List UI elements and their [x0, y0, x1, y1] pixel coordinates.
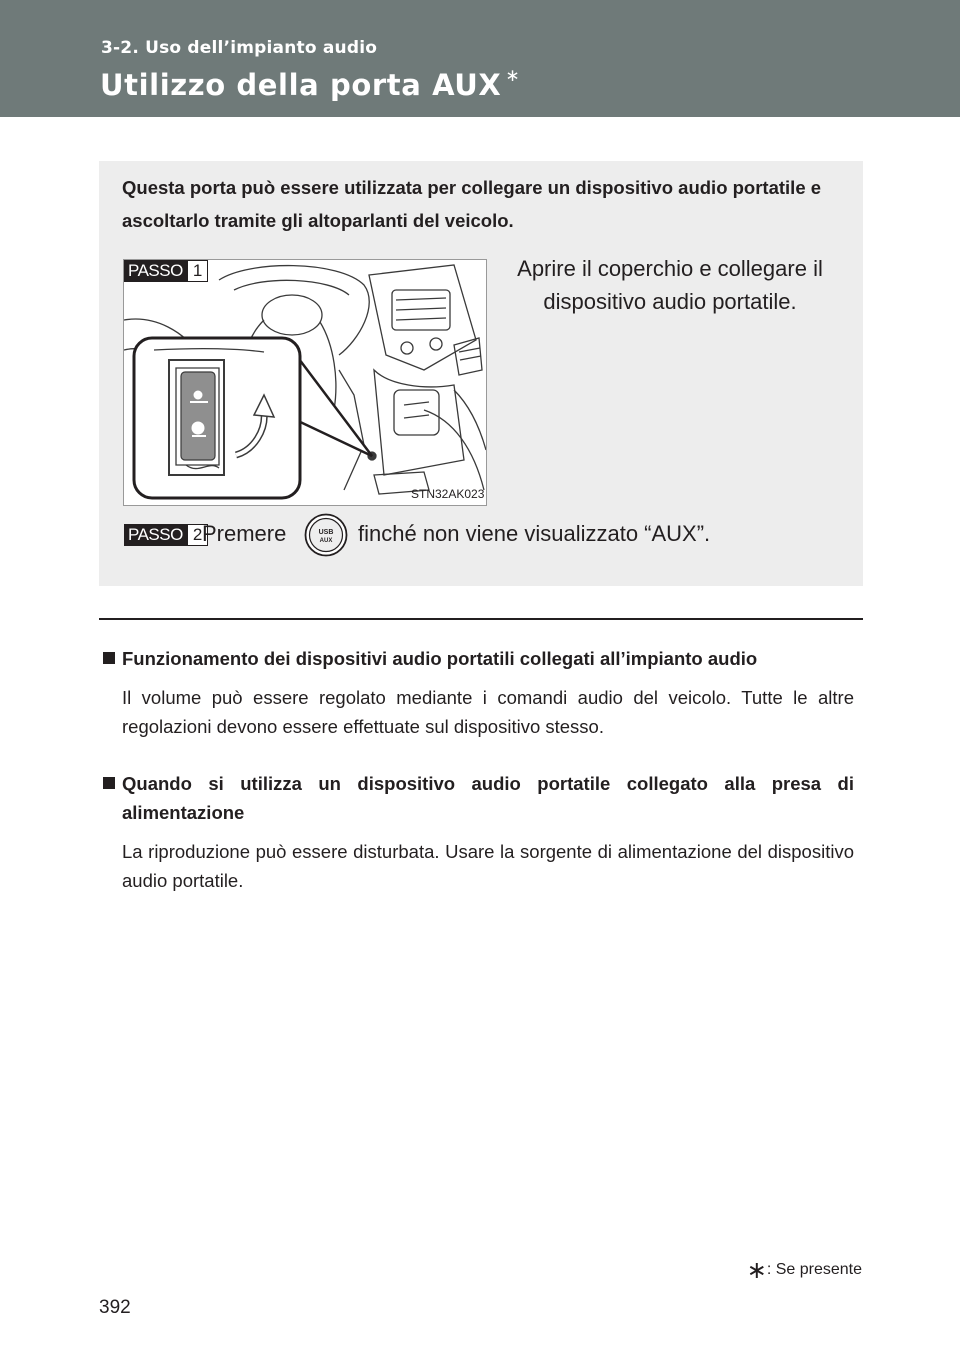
step-2-badge	[124, 524, 208, 546]
note-body: La riproduzione può essere disturbata. Usare la sorgente di alimentazione del dispositivo audio portatile.	[122, 841, 854, 891]
step-1-illustration	[123, 259, 487, 506]
square-bullet-icon	[103, 777, 115, 789]
square-bullet-icon	[103, 652, 115, 664]
usb-button-label-bottom: AUX	[319, 538, 333, 544]
footnote-mark: ∗	[746, 1257, 767, 1284]
note-title-text: Funzionamento dei dispositivi audio portatili collegati all’impianto audio	[122, 648, 758, 669]
note-title	[101, 769, 854, 827]
note-item	[101, 769, 854, 895]
section-divider	[99, 618, 863, 620]
note-title	[101, 644, 854, 673]
page-title-text: Utilizzo della porta AUX	[100, 68, 502, 102]
note-body: Il volume può essere regolato mediante i comandi audio del veicolo. Tutte le altre regolazioni devono essere effettuate sul dispositivo stesso.	[122, 687, 854, 737]
page-number: 392	[99, 1297, 131, 1318]
title-footnote-mark: ∗	[505, 66, 521, 86]
step-1-text: Aprire il coperchio e collegare il dispositivo audio portatile.	[517, 256, 823, 314]
step-badge-word: PASSO	[124, 260, 187, 282]
dashboard-aux-drawing	[124, 260, 486, 505]
page-header	[0, 0, 960, 117]
section-label: 3-2. Uso dell’impianto audio	[101, 38, 378, 58]
step-2-text-before: Premere	[202, 521, 287, 546]
footnote-text: : Se presente	[766, 1261, 862, 1278]
step-1-badge	[124, 260, 208, 282]
step-badge-word: PASSO	[124, 524, 187, 546]
note-item	[101, 644, 854, 741]
step-2-text-after: finché non viene visualizzato “AUX”.	[358, 521, 711, 546]
note-title-text: Quando si utilizza un dispositivo audio portatile collegato alla presa di alimentazione	[122, 773, 854, 823]
footnote	[746, 1252, 862, 1284]
figure-code: STN32AK023	[411, 487, 485, 501]
page-title	[100, 68, 520, 102]
step-2-row	[124, 512, 854, 558]
step-badge-number: 2	[187, 524, 208, 546]
step-badge-number: 1	[187, 260, 208, 282]
intro-text: Questa porta può essere utilizzata per collegare un dispositivo audio portatile e ascoltarlo tramite gli altoparlanti del veicolo.	[122, 177, 822, 231]
usb-aux-button-icon	[304, 513, 348, 557]
usb-button-label-top: USB	[318, 529, 334, 536]
